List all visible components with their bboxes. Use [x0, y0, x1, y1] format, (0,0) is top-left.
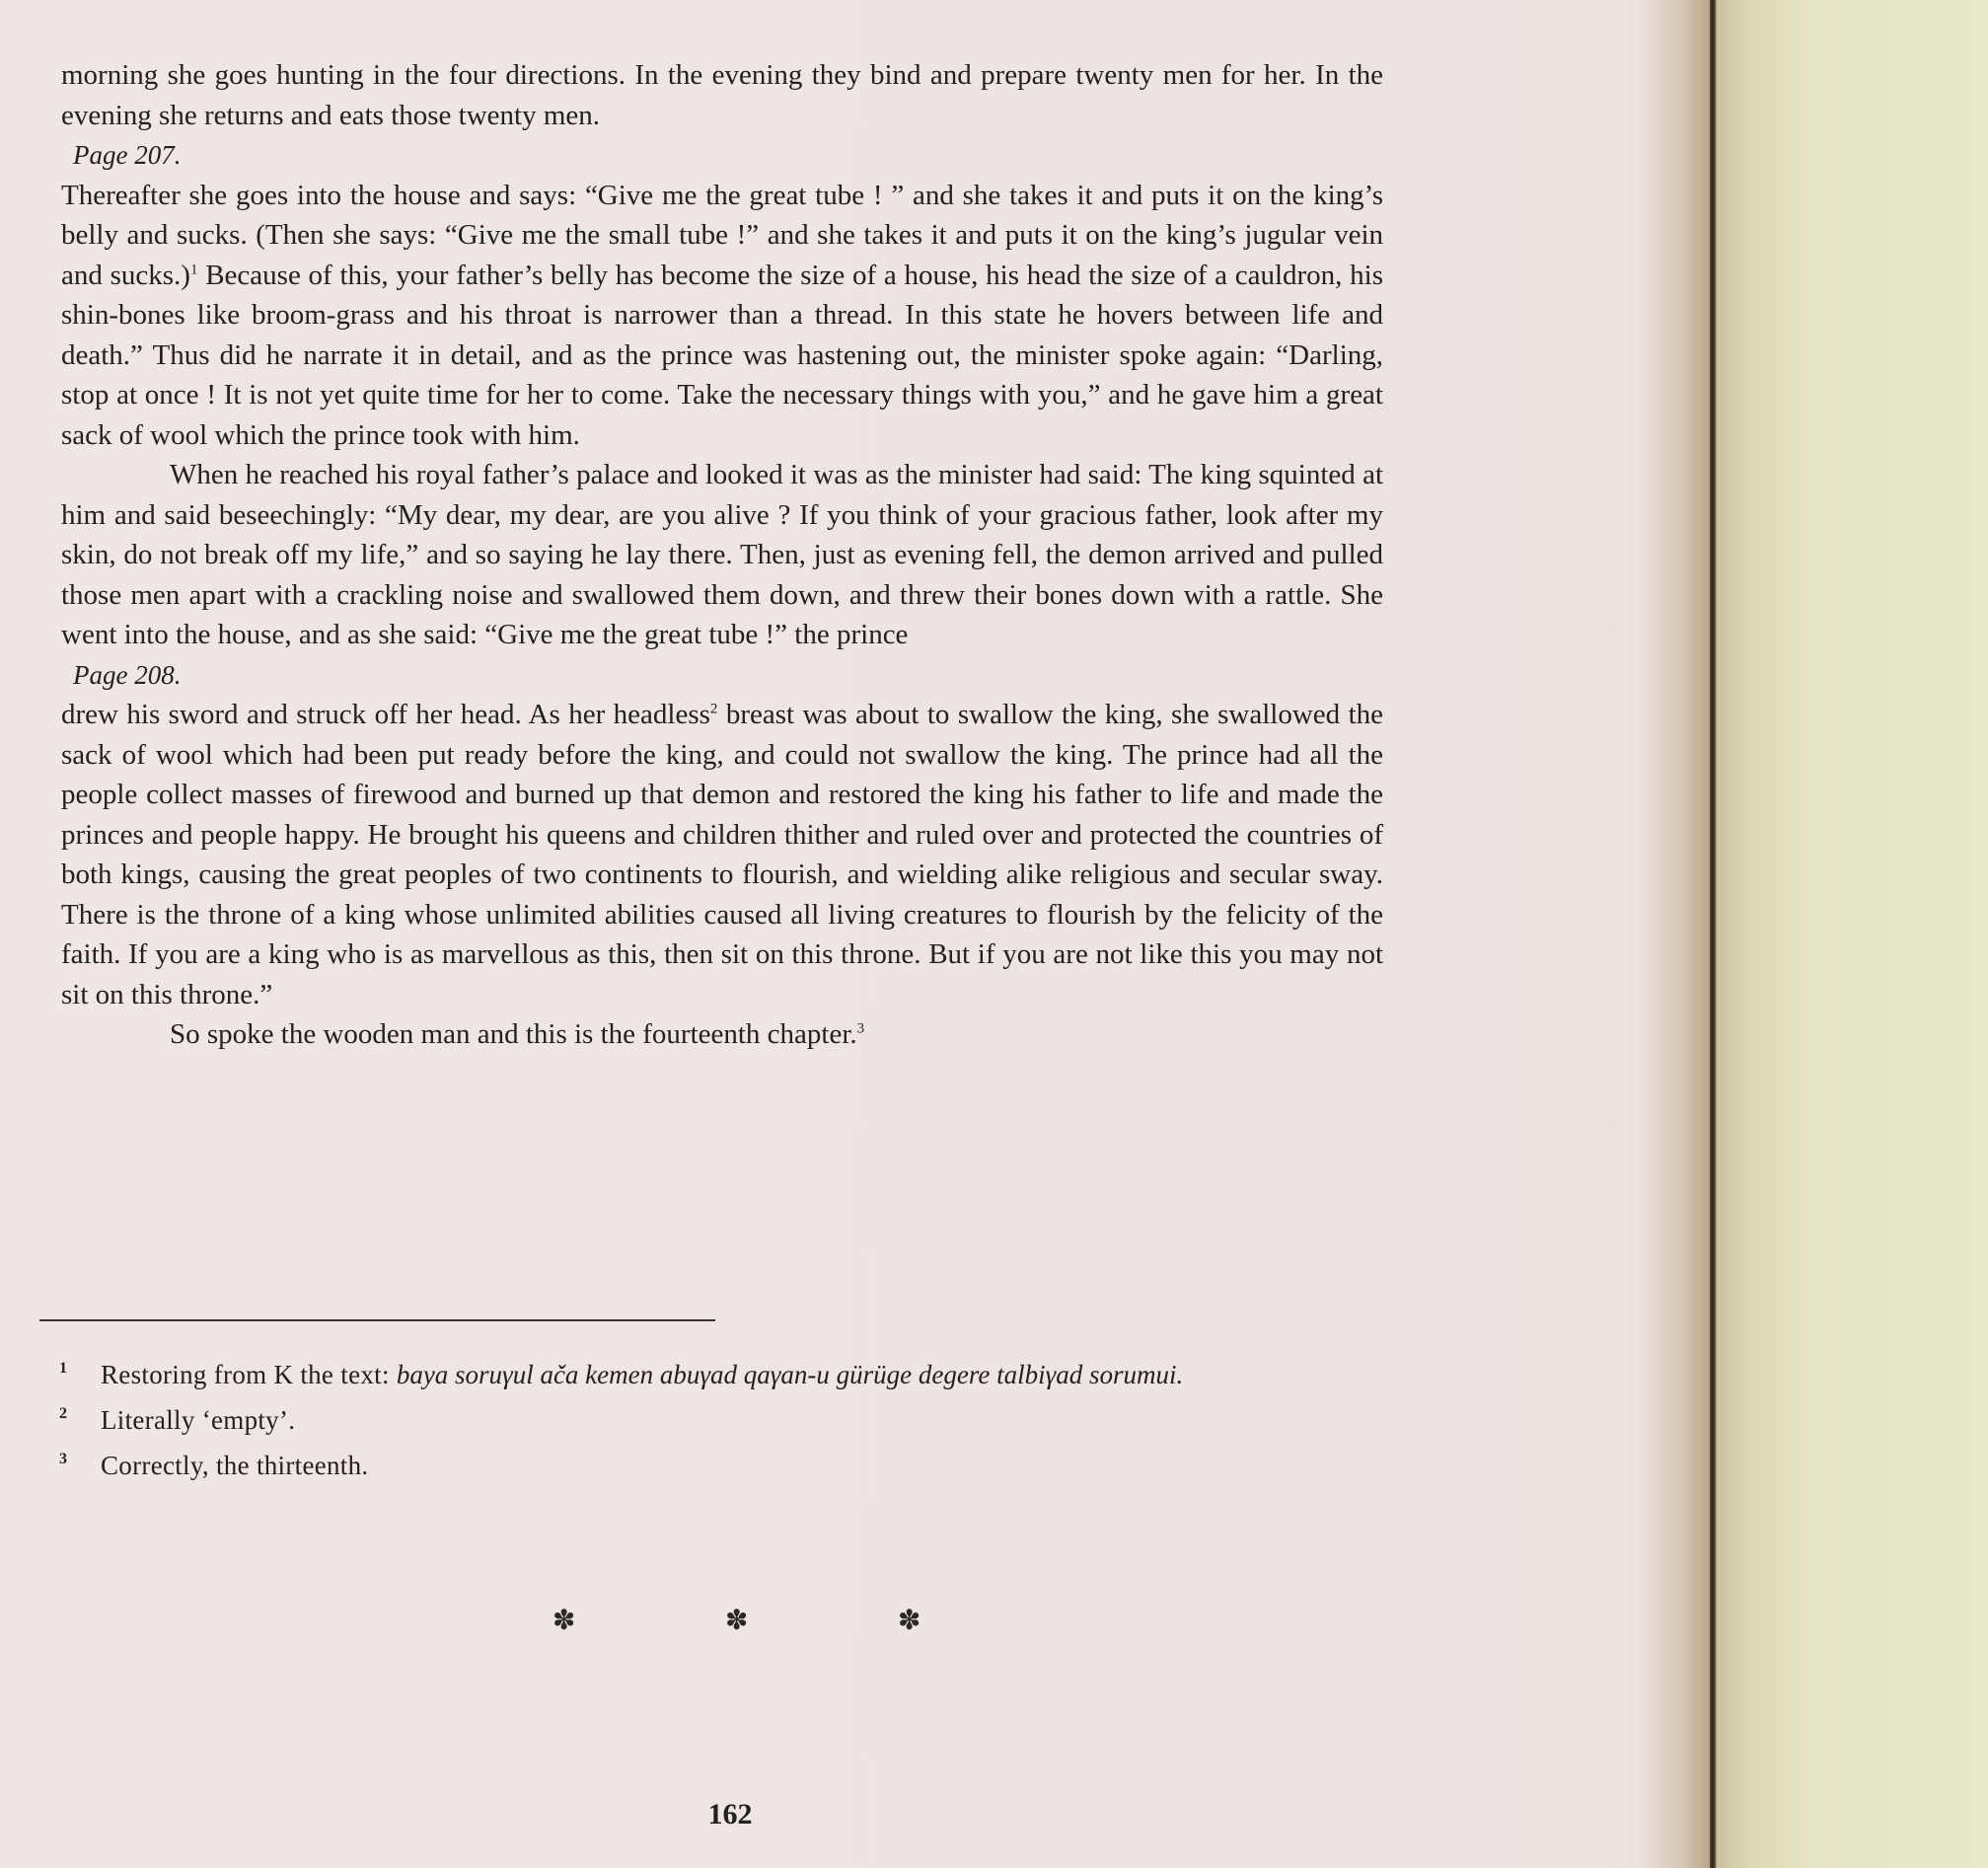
page-marker: Page 207.: [73, 140, 182, 170]
footnotes: [59, 1355, 1383, 1491]
footnote-ref: 2: [709, 701, 718, 717]
main-text: [61, 55, 1383, 1055]
paragraph: [61, 1014, 1383, 1055]
asterism-icon: ✽: [725, 1604, 749, 1636]
paragraph: [61, 695, 1383, 1014]
paragraph-text: Because of this, your father’s belly has become the size of a house, his head the size of a cauldron, his shin-bones like broom-grass and his throat is narrower than a thread. In this state he hovers between life and death.” Thus did he narrate it in detail, and as the prince was hastening out, the minister spoke again: “Darling, stop at once ! It is not yet quite time for her to come. Take the necessary things with you,” and he gave him a great sack of wool which the prince took with him.: [61, 259, 1383, 451]
footnote: [59, 1400, 1383, 1440]
footnote-text: Restoring from K the text:: [101, 1360, 397, 1389]
asterism-icon: ✽: [898, 1604, 921, 1636]
asterism-icon: ✽: [552, 1604, 576, 1636]
paragraph-text: breast was about to swallow the king, she swallowed the sack of wool which had been put ready before the king, and could not swallow the king. The prince had all the people collect masses of firewood and burned up that demon and restored the king his father to life and made the princes and people happy. He brought his queens and children thither and ruled over and protected the countries of both kings, causing the great peoples of two continents to flourish, and wielding alike religious and secular sway. There is the throne of a king whose unlimited abilities caused all living creatures to flourish by the felicity of the faith. If you are a king who is as marvellous as this, then sit on this throne. But if you are not like this you may not sit on this throne.”: [61, 699, 1383, 1010]
footnote-number: 1: [59, 1360, 67, 1377]
page-number: 162: [707, 1798, 753, 1831]
paragraph: [61, 176, 1383, 456]
footnote-text: Correctly, the thirteenth.: [101, 1451, 369, 1480]
paragraph-text: Thereafter she goes into the house and says: “Give me the great tube ! ” and she takes it and puts it on the king’s belly and sucks. (Then she says: “Give me the small tube !” and she takes it and puts it on the king’s jugular vein and sucks.): [61, 179, 1383, 291]
paragraph: When he reached his royal father’s palace and looked it was as the minister had said: The king squinted at him and said beseechingly: “My dear, my dear, are you alive ? If you think of your gracious father, look after my skin, do not break off my life,” and so saying he lay there. Then, just as evening fell, the demon arrived and pulled those men apart with a crackling noise and swallowed them down, and threw their bones down with a rattle. She went into the house, and as she said: “Give me the great tube !” the prince: [61, 459, 1383, 650]
footnote-number: 2: [59, 1405, 67, 1422]
page-marker: Page 208.: [73, 659, 182, 690]
footnote: [59, 1355, 1383, 1394]
footnote-ref: 3: [856, 1020, 865, 1037]
footnote-ref: 1: [189, 261, 198, 277]
adjacent-page: [1717, 0, 1988, 1868]
book-spine: [1710, 0, 1716, 1868]
paragraph-text: drew his sword and struck off her head. As her headless: [61, 699, 710, 730]
footnote: [59, 1446, 1383, 1485]
paragraph: morning she goes hunting in the four directions. In the evening they bind and prepare twenty men for her. In the evening she returns and eats those twenty men.: [61, 59, 1383, 131]
footnote-rule: [39, 1319, 715, 1321]
section-ornaments: [552, 1604, 947, 1636]
footnote-text: Literally ‘empty’.: [101, 1405, 296, 1435]
footnote-italic-text: baya soruγul ača kemen abuγad qaγan-u gürüge degere talbiγad sorumui.: [396, 1360, 1184, 1389]
footnote-number: 3: [59, 1451, 67, 1467]
paragraph-text: So spoke the wooden man and this is the fourteenth chapter.: [170, 1018, 857, 1050]
